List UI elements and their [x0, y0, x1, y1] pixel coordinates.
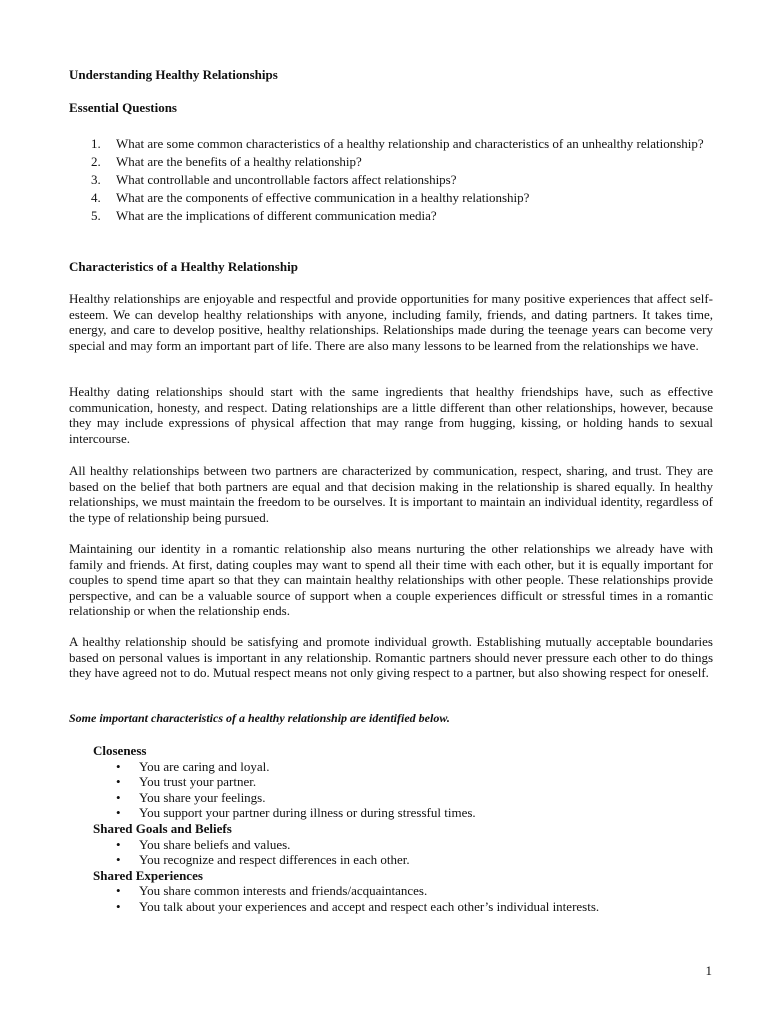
bullet-list: [93, 759, 713, 821]
question-text: What are the components of effective communication in a healthy relationship?: [116, 190, 530, 205]
body-paragraph: Healthy relationships are enjoyable and respectful and provide opportunities for many positive experiences that affect self-esteem. We can develop healthy relationships with anyone, including family, friends, and dating partners. It takes time, energy, and care to develop positive, healthy relationships. Relationships made during the teenage years can become very special and may form an important part of life. There are also many lessons to be learned from the relationships we have.: [69, 291, 713, 353]
body-paragraph: Maintaining our identity in a romantic relationship also means nurturing the other relationships we already have with family and friends. At first, dating couples may want to spend all their time with each other, but it is equally important for couples to spend time apart so that they can maintain healthy relationships with other people. These relationships provide perspective, and can be a valuable source of support when a couple experiences difficult or stressful times in a romantic relationship or when the relationship ends.: [69, 541, 713, 619]
question-number: 1.: [91, 136, 101, 151]
question-text: What are the implications of different communication media?: [116, 208, 437, 223]
question-text: What controllable and uncontrollable factors affect relationships?: [116, 172, 457, 187]
characteristics-groups: [93, 743, 713, 915]
question-text: What are the benefits of a healthy relationship?: [116, 154, 362, 169]
list-item: • You are caring and loyal.: [116, 758, 270, 774]
bullet-list: [93, 883, 713, 914]
list-item: • You trust your partner.: [116, 774, 257, 790]
list-item: • You support your partner during illness or during stressful times.: [116, 805, 476, 821]
essential-questions-list: [69, 136, 713, 226]
page-number: 1: [705, 963, 712, 978]
bullet-icon: •: [116, 898, 121, 914]
bullet-icon: •: [116, 852, 121, 868]
list-item: • You recognize and respect differences in each other.: [116, 852, 410, 868]
question-text: What are some common characteristics of a healthy relationship and characteristics of an unhealthy relationship?: [116, 136, 704, 151]
group-title-shared-goals: Shared Goals and Beliefs: [93, 820, 232, 836]
group-title-shared-experiences: Shared Experiences: [93, 867, 203, 883]
list-item: • You share beliefs and values.: [116, 836, 291, 852]
question-number: 3.: [91, 172, 101, 187]
bullet-icon: •: [116, 789, 121, 805]
question-item: [69, 208, 713, 224]
characteristics-intro: Some important characteristics of a healthy relationship are identified below.: [69, 711, 450, 725]
bullet-icon: •: [116, 774, 121, 790]
question-item: [69, 154, 713, 170]
essential-questions-heading: Essential Questions: [69, 100, 177, 115]
bullet-icon: •: [116, 836, 121, 852]
body-paragraph: A healthy relationship should be satisfying and promote individual growth. Establishing mutually acceptable boundaries based on personal values is important in any relationship. Romantic partners should never pressure each other to do things they have agreed not to do. Mutual respect means not only giving respect to a partner, but also showing respect for oneself.: [69, 634, 713, 681]
question-item: [69, 172, 713, 188]
body-paragraph: Healthy dating relationships should start with the same ingredients that healthy friendships have, such as effective communication, honesty, and respect. Dating relationships are a little different than other relationships, however, because they may include expressions of physical affection that may range from hugging, kissing, or holding hands to sexual intercourse.: [69, 384, 713, 446]
list-item: • You share your feelings.: [116, 789, 266, 805]
bullet-icon: •: [116, 758, 121, 774]
page-title: Understanding Healthy Relationships: [69, 67, 278, 82]
characteristics-heading: Characteristics of a Healthy Relationship: [69, 259, 298, 274]
question-number: 5.: [91, 208, 101, 223]
question-item: [69, 136, 713, 152]
body-paragraph: All healthy relationships between two partners are characterized by communication, respect, sharing, and trust. They are based on the belief that both partners are equal and that decision making in the relationship is shared equally. In healthy relationships, we must maintain the freedom to be ourselves. It is important to maintain an individual identity, regardless of the type of relationship being pursued.: [69, 463, 713, 525]
bullet-list: [93, 837, 713, 868]
bullet-icon: •: [116, 805, 121, 821]
bullet-icon: •: [116, 883, 121, 899]
question-number: 2.: [91, 154, 101, 169]
question-item: [69, 190, 713, 206]
group-title-closeness: Closeness: [93, 743, 147, 758]
list-item: • You share common interests and friends/acquaintances.: [116, 883, 428, 899]
question-number: 4.: [91, 190, 101, 205]
list-item: • You talk about your experiences and accept and respect each other’s individual interests.: [116, 898, 600, 914]
